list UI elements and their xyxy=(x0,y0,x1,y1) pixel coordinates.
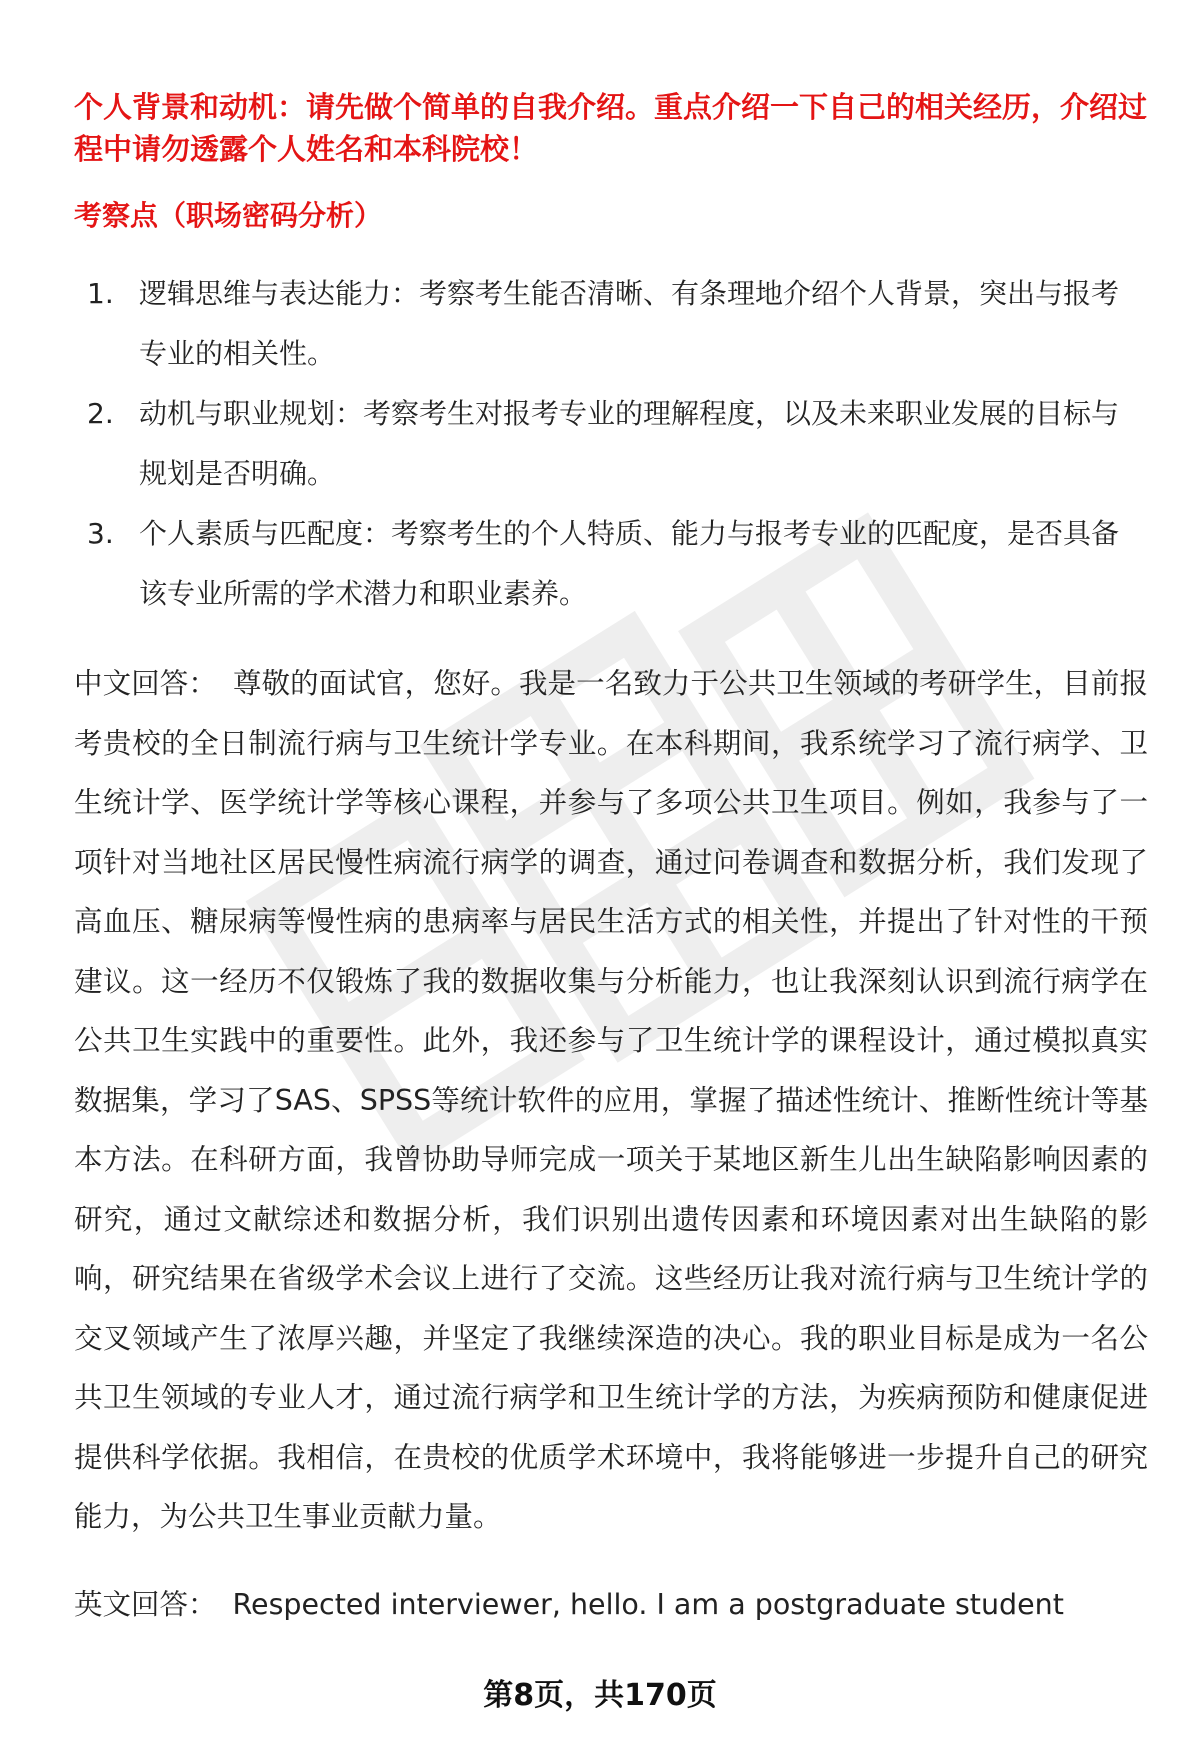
chinese-answer-text: 尊敬的面试官，您好。我是一名致力于公共卫生领域的考研学生，目前报考贵校的全日制流行病与卫生统计学专业。在本科期间，我系统学习了流行病学、卫生统计学、医学统计学等核心课程，并参与了多项公共卫生项目。例如，我参与了一项针对当地社区居民慢性病流行病学的调查，通过问卷调查和数据分析，我们发现了高血压、糖尿病等慢性病的患病率与居民生活方式的相关性，并提出了针对性的干预建议。这一经历不仅锻炼了我的数据收集与分析能力，也让我深刻认识到流行病学在公共卫生实践中的重要性。此外，我还参与了卫生统计学的课程设计，通过模拟真实数据集，学习了SAS、SPSS等统计软件的应用，掌握了描述性统计、推断性统计等基本方法。在科研方面，我曾协助导师完成一项关于某地区新生儿出生缺陷影响因素的研究，通过文献综述和数据分析，我们识别出遗传因素和环境因素对出生缺陷的影响，研究结果在省级学术会议上进行了交流。这些经历让我对流行病与卫生统计学的交叉领域产生了浓厚兴趣，并坚定了我继续深造的决心。我的职业目标是成为一名公共卫生领域的专业人才，通过流行病学和卫生统计学的方法，为疾病预防和健康促进提供科学依据。我相信，在贵校的优质学术环境中，我将能够进一步提升自己的研究能力，为公共卫生事业贡献力量。 xyxy=(74,667,1148,1533)
point-number: 2. xyxy=(87,397,114,430)
assessment-point xyxy=(74,264,1148,384)
english-answer-label: 英文回答： xyxy=(74,1587,217,1621)
interview-question: 个人背景和动机：请先做个简单的自我介绍。重点介绍一下自己的相关经历，介绍过程中请勿透露个人姓名和本科院校！ xyxy=(74,90,1148,166)
point-number: 3. xyxy=(87,517,114,550)
point-text: 个人素质与匹配度：考察考生的个人特质、能力与报考专业的匹配度，是否具备该专业所需的学术潜力和职业素养。 xyxy=(139,517,1120,610)
point-number: 1. xyxy=(87,277,114,310)
document-content xyxy=(74,86,1148,1634)
chinese-answer xyxy=(74,654,1148,1547)
assessment-title: 考察点（职场密码分析） xyxy=(74,199,383,232)
point-text: 动机与职业规划：考察考生对报考专业的理解程度，以及未来职业发展的目标与规划是否明确。 xyxy=(139,397,1120,490)
assessment-points xyxy=(74,264,1148,624)
assessment-point xyxy=(74,384,1148,504)
point-text: 逻辑思维与表达能力：考察考生能否清晰、有条理地介绍个人背景，突出与报考专业的相关性。 xyxy=(139,277,1120,370)
english-answer xyxy=(74,1575,1148,1635)
page-number: 第8页，共170页 xyxy=(483,1678,717,1713)
english-answer-text: Respected interviewer, hello. I am a postgraduate student xyxy=(232,1587,1064,1621)
chinese-answer-label: 中文回答： xyxy=(74,667,217,700)
assessment-point xyxy=(74,504,1148,624)
